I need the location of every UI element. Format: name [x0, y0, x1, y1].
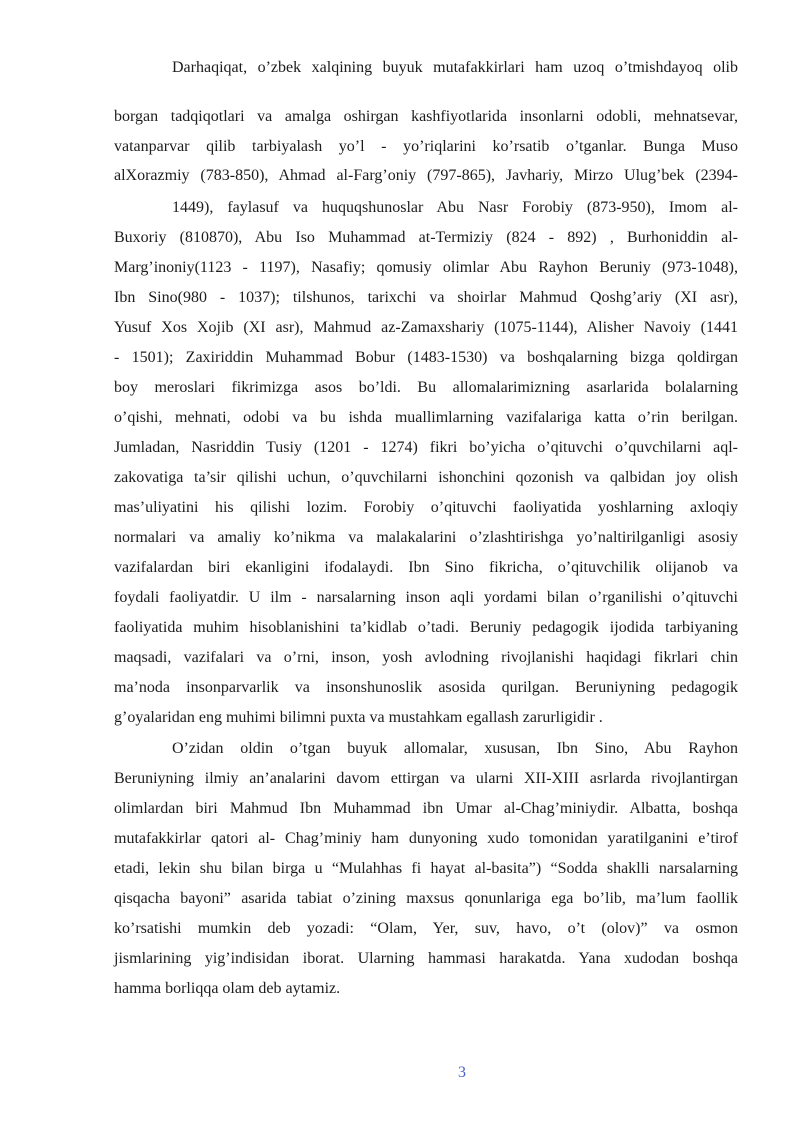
- text-line: normalari va amaliy ko’nikma va malakalarini o’zlashtirishga yo’naltirilganligi asosiy: [114, 529, 738, 546]
- text-line: Jumladan, Nasriddin Tusiy (1201 - 1274) fikri bo’yicha o’qituvchi o’quvchilarni aql-: [114, 439, 738, 456]
- text-line: o’qishi, mehnati, odobi va bu ishda muallimlarning vazifalariga katta o’rin berilgan.: [114, 409, 738, 426]
- page-number: 3: [458, 1064, 466, 1081]
- text-line: etadi, lekin shu bilan birga u “Mulahhas fi hayat al-basita”) “Sodda shaklli narsalarning: [114, 860, 738, 877]
- text-line: - 1501); Zaxiriddin Muhammad Bobur (1483-1530) va boshqalarning bizga qoldirgan: [114, 349, 738, 366]
- text-line: olimlardan biri Mahmud Ibn Muhammad ibn Umar al-Chag’miniydir. Albatta, boshqa: [114, 800, 738, 817]
- text-line: Ibn Sino(980 - 1037); tilshunos, tarixchi va shoirlar Mahmud Qoshg’ariy (XI asr),: [114, 289, 738, 306]
- text-line: borgan tadqiqotlari va amalga oshirgan kashfiyotlarida insonlarni odobli, mehnatsevar,: [114, 108, 738, 125]
- text-line: foydali faoliyatdir. U ilm - narsalarning inson aqli yordami bilan o’rganilishi o’qituvchi: [114, 589, 738, 606]
- text-line: vatanparvar qilib tarbiyalash yo’l - yo’riqlarini ko’rsatib o’tganlar. Bunga Muso: [114, 138, 738, 155]
- text-line: zakovatiga ta’sir qilishi uchun, o’quvchilarni ishonchini qozonish va qalbidan joy olish: [114, 469, 738, 486]
- text-line: Marg’inoniy(1123 - 1197), Nasafiy; qomusiy olimlar Abu Rayhon Beruniy (973-1048),: [114, 259, 738, 276]
- text-line: maqsadi, vazifalari va o’rni, inson, yosh avlodning rivojlanishi haqidagi fikrlari chin: [114, 649, 738, 666]
- text-line: boy meroslari fikrimizga asos bo’ldi. Bu allomalarimizning asarlarida bolalarning: [114, 379, 738, 396]
- text-line: vazifalardan biri ekanligini ifodalaydi. Ibn Sino fikricha, o’qituvchilik olijanob va: [114, 559, 738, 576]
- text-line: g’oyalaridan eng muhimi bilimni puxta va mustahkam egallash zarurligidir .: [114, 709, 603, 726]
- text-line: ma’noda insonparvarlik va insonshunoslik asosida qurilgan. Beruniyning pedagogik: [114, 679, 738, 696]
- text-line: O’zidan oldin o’tgan buyuk allomalar, xususan, Ibn Sino, Abu Rayhon: [172, 740, 738, 757]
- text-line: Yusuf Xos Xojib (XI asr), Mahmud az-Zamaxshariy (1075-1144), Alisher Navoiy (1441: [114, 319, 738, 336]
- text-line: Darhaqiqat, o’zbek xalqining buyuk mutafakkirlari ham uzoq o’tmishdayoq olib: [172, 59, 738, 76]
- text-line: mutafakkirlar qatori al- Chag’miniy ham dunyoning xudo tomonidan yaratilganini e’tirof: [114, 830, 738, 847]
- text-line: alXorazmiy (783-850), Ahmad al-Farg’oniy (797-865), Javhariy, Mirzo Ulug’bek (2394-: [114, 167, 738, 184]
- text-line: 1449), faylasuf va huquqshunoslar Abu Nasr Forobiy (873-950), Imom al-: [172, 199, 738, 216]
- text-line: ko’rsatishi mumkin deb yozadi: “Olam, Yer, suv, havo, o’t (olov)” va osmon: [114, 920, 738, 937]
- text-line: faoliyatida muhim hisoblanishini ta’kidlab o’tadi. Beruniy pedagogik ijodida tarbiyaning: [114, 619, 738, 636]
- text-line: Buxoriy (810870), Abu Iso Muhammad at-Termiziy (824 - 892) , Burhoniddin al-: [114, 229, 738, 246]
- text-line: Beruniyning ilmiy an’analarini davom ettirgan va ularni XII-XIII asrlarda rivojlantirgan: [114, 770, 738, 787]
- text-line: mas’uliyatini his qilishi lozim. Forobiy o’qituvchi faoliyatida yoshlarning axloqiy: [114, 499, 738, 516]
- text-line: hamma borliqqa olam deb aytamiz.: [114, 980, 341, 997]
- text-line: qisqacha bayoni” asarida tabiat o’zining maxsus qonunlariga ega bo’lib, ma’lum faollik: [114, 890, 738, 907]
- text-line: jismlarining yig’indisidan iborat. Ularning hammasi harakatda. Yana xudodan boshqa: [114, 950, 738, 967]
